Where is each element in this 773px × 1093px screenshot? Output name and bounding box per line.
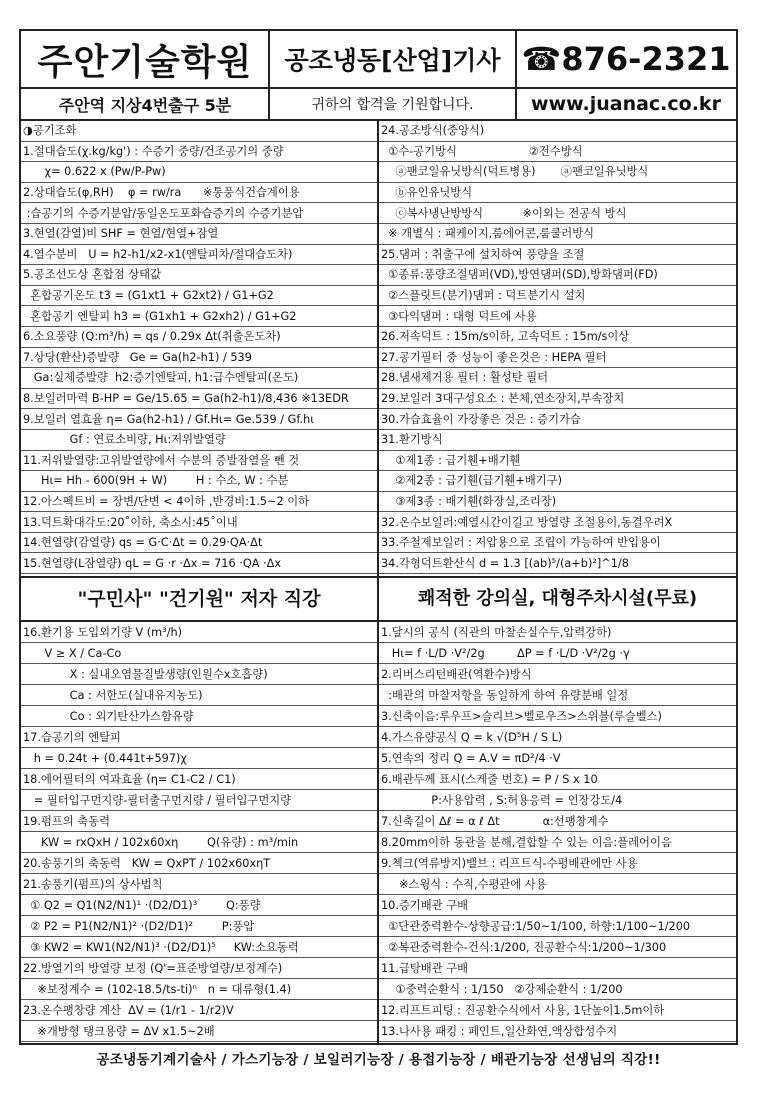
list-item: 12.리프트피팅 : 진공환수식에서 사용, 1단높이1.5m이하 (379, 1000, 736, 1021)
list-item: 5.공조선도상 혼합점 상태값 (21, 265, 377, 286)
list-item: 22.방열기의 방열량 보정 (Q'=표준방열량/보정계수) (21, 958, 377, 979)
list-item: ②복관중력환수-건식:1/200, 진공환수식:1/200~1/300 (379, 937, 736, 958)
list-item: 3.신축이음:루우프>슬리브>벨로우즈>스위블(루슬벨스) (379, 706, 736, 727)
list-item: 23.온수팽창량 계산 ΔV = (1/r1 - 1/r2)V (21, 1000, 377, 1021)
list-item: 30.가습효율이 가장좋은 것은 : 증기가습 (379, 409, 736, 430)
academy-name: 주안기술학원 (37, 41, 253, 83)
left-bottom-list (21, 622, 377, 1042)
list-item: 14.현열량(감열량) qs = G·C·Δt = 0.29·QA·Δt (21, 533, 377, 554)
list-item: 13.나사용 패킹 : 페인트,일산화연,액상합성수지 (379, 1021, 736, 1042)
list-item: ※보정계수 = (102-18.5/ts-ti)ⁿ n = 대류형(1.4) (21, 979, 377, 1000)
list-item: Ca : 서한도(실내유지농도) (21, 685, 377, 706)
header-motto-cell (269, 89, 516, 121)
list-item: ①단관중력환수-상향공급:1/50~1/100, 하향:1/100~1/200 (379, 916, 736, 937)
list-item: Co : 외기탄산가스함유량 (21, 706, 377, 727)
list-item: χ= 0.622 x (Pw/P-Pw) (21, 162, 377, 183)
list-item: 27.공기필터 중 성능이 좋은것은 : HEPA 필터 (379, 348, 736, 369)
location-text: 주안역 지상4번출구 5분 (58, 95, 232, 115)
list-item: ① Q2 = Q1(N2/N1)¹ ·(D2/D1)³ Q:풍량 (21, 895, 377, 916)
list-item: 12.아스펙트비 = 장변/단변 < 4이하 ,반경비:1.5~2 이하 (21, 492, 377, 513)
list-item: 4.가스유량공식 Q = k √(D⁵H / S L) (379, 727, 736, 748)
list-item: 9.보일러 열효율 η= Ga(h2-h1) / Gf.Hι= Ge.539 / Gf.hι (21, 409, 377, 430)
study-sheet (19, 29, 738, 1045)
list-item: Hι= Hh - 600(9H + W) H : 수소, W : 수분 (21, 471, 377, 492)
list-item: Hι= f ·L/D ·V²/2g ΔP = f ·L/D ·V²/2g ·γ (379, 643, 736, 664)
right-bottom-list (379, 622, 736, 1042)
list-item: 31.환기방식 (379, 430, 736, 451)
header-course-cell (269, 31, 516, 89)
list-item: 15.현열량(L잠열량) qL = G ·r ·Δx = 716 ·QA ·Δx (21, 553, 377, 574)
list-item: ①중력순환식 : 1/150 ②강제순환식 : 1/200 (379, 979, 736, 1000)
list-item: 32.온수보일러:예열시간이길고 방열량 조절용이,동결우려X (379, 512, 736, 533)
header-divider (268, 31, 270, 121)
list-item: ③다익댐퍼 : 대형 덕트에 사용 (379, 306, 736, 327)
list-item: 1.달시의 공식 (직관의 마찰손실수두,압력강하) (379, 622, 736, 643)
header-phone-cell (516, 31, 736, 89)
list-item: ※스윙식 : 수직,수평관에 사용 (379, 874, 736, 895)
header-divider (515, 31, 517, 121)
list-item: ⓒ복사냉난방방식 ※이외는 전공식 방식 (379, 203, 736, 224)
list-item: :배관의 마찰저항을 동일하게 하여 유량분배 일정 (379, 685, 736, 706)
list-item: ③ KW2 = KW1(N2/N1)³ ·(D2/D1)⁵ KW:소요동력 (21, 937, 377, 958)
list-item: 17.습공기의 엔탈피 (21, 727, 377, 748)
list-item: 9.첵크(역류방지)밸브 : 리프트식-수평배관에만 사용 (379, 853, 736, 874)
right-top-list (379, 121, 736, 574)
header-academy-cell (21, 31, 269, 89)
list-item: 19.펌프의 축동력 (21, 811, 377, 832)
list-item: 8.보일러마력 B-HP = Ge/15.65 = Ga(h2-h1)/8,436 ※13EDR (21, 389, 377, 410)
list-item: 34.각형덕트환산식 d = 1.3 [(ab)⁵/(a+b)²]^1/8 (379, 553, 736, 574)
left-top-list (21, 121, 377, 574)
list-item: 29.보일러 3대구성요소 : 본체,연소장치,부속장치 (379, 389, 736, 410)
list-item: 혼합공기 엔탈피 h3 = (G1xh1 + G2xh2) / G1+G2 (21, 306, 377, 327)
header-website-cell (516, 89, 736, 121)
list-item: = 필터입구먼지량-필터출구먼지량 / 필터입구먼지량 (21, 790, 377, 811)
list-item: 6.배관두께 표시(스케줄 번호) = P / S x 10 (379, 769, 736, 790)
footer-credits: 공조냉동기계기술사 / 가스기능장 / 보일러기능장 / 용접기능장 / 배관기능장 선생님의 직강!! (96, 1052, 661, 1068)
motto-text: 귀하의 합격을 기원합니다. (311, 97, 474, 113)
list-item: 11.급탕배관 구배 (379, 958, 736, 979)
list-item: ※ 개별식 : 패케이지,룸에어콘,룸쿨러방식 (379, 224, 736, 245)
list-item: 8.20mm이하 동관을 분해,결합할 수 있는 이음:플레어이음 (379, 832, 736, 853)
list-item: 16.환기용 도입외기량 V (m³/h) (21, 622, 377, 643)
list-item: ②스플릿트(분기)댐퍼 : 덕트분기시 설치 (379, 286, 736, 307)
list-item: ①제1종 : 급기휀+배기휀 (379, 451, 736, 472)
list-item: 33.주철제보일러 : 저압용으로 조립이 가능하여 반입용이 (379, 533, 736, 554)
list-item: ◑공기조화 (21, 121, 377, 142)
phone-number: ☎876-2321 (521, 40, 731, 78)
list-item: 7.상당(환산)증발량 Ge = Ga(h2-h1) / 539 (21, 348, 377, 369)
list-item: 6.소요풍량 (Q:m³/h) = qs / 0.29x Δt(취출온도차) (21, 327, 377, 348)
list-item: 2.리버스리턴배관(역환수)방식 (379, 664, 736, 685)
list-item: ⓐ팬코일유닛방식(덕트병용) ⓐ팬코일유닛방식 (379, 162, 736, 183)
course-name: 공조냉동[산업]기사 (284, 46, 501, 75)
list-item: 4.열수분비 U = h2-h1/x2-x1(엔탈피차/절대습도차) (21, 245, 377, 266)
list-item: P:사용압력 , S:허용응력 = 인장강도/4 (379, 790, 736, 811)
list-item: h = 0.24t + (0.441t+597)χ (21, 748, 377, 769)
banner-left: "구민사" "건기원" 저자 직강 (77, 588, 321, 610)
list-item: ①수-공기방식 ②전수방식 (379, 142, 736, 163)
list-item: 21.송풍기(펌프)의 상사법칙 (21, 874, 377, 895)
list-item: ※개방형 탱크용량 = ΔV x1.5~2배 (21, 1021, 377, 1042)
list-item: ②제2종 : 급기휀(급기휀+배기구) (379, 471, 736, 492)
list-item: ② P2 = P1(N2/N1)² ·(D2/D1)² P:풍압 (21, 916, 377, 937)
list-item: :습공기의 수증기분압/동일온도포화습증기의 수증기분압 (21, 203, 377, 224)
list-item: ③제3종 : 배기휀(화장실,조리장) (379, 492, 736, 513)
list-item: 혼합공기온도 t3 = (G1xt1 + G2xt2) / G1+G2 (21, 286, 377, 307)
list-item: 28.냄새제거용 필터 : 활성탄 필터 (379, 368, 736, 389)
list-item: 5.연속의 정리 Q = A.V = πD²/4 ·V (379, 748, 736, 769)
list-item: 10.증기배관 구배 (379, 895, 736, 916)
list-item: 1.절대습도(χ.kg/kg') : 수증기 중량/건조공기의 중량 (21, 142, 377, 163)
banner-right: 쾌적한 강의실, 대형주차시설(무료) (417, 588, 698, 609)
list-item: ①종류:풍량조절댐퍼(VD),방연댐퍼(SD),방화댐퍼(FD) (379, 265, 736, 286)
list-item: 25.댐퍼 : 취출구에 설치하여 풍량을 조절 (379, 245, 736, 266)
header-location-cell (21, 89, 269, 121)
list-item: 7.신축길이 Δℓ = α ℓ Δt α:선팽창계수 (379, 811, 736, 832)
list-item: V ≥ X / Ca-Co (21, 643, 377, 664)
list-item: Ga:실제증발량 h2:증기엔탈피, h1:급수엔탈피(온도) (21, 368, 377, 389)
list-item: 18.에어필터의 여과효율 (η= C1-C2 / C1) (21, 769, 377, 790)
list-item: 26.저속덕트 : 15m/s이하, 고속덕트 : 15m/s이상 (379, 327, 736, 348)
list-item: 24.공조방식(중앙식) (379, 121, 736, 142)
list-item: ⓑ유인유닛방식 (379, 183, 736, 204)
list-item: 13.덕트확대각도:20˚이하, 축소시:45˚이내 (21, 512, 377, 533)
list-item: Gf : 연료소비량, Hι:저위발열량 (21, 430, 377, 451)
list-item: X : 실내오염물질발생량(인원수x호흡량) (21, 664, 377, 685)
list-item: 2.상대습도(φ,RH) φ = rw/ra ※통풍식건습계이용 (21, 183, 377, 204)
list-item: 20.송풍기의 축동력 KW = QxPT / 102x60xηT (21, 853, 377, 874)
list-item: 3.현열(감열)비 SHF = 현열/현열+잠열 (21, 224, 377, 245)
website-text: www.juanac.co.kr (531, 93, 721, 115)
list-item: 11.저위발열량:고위발열량에서 수분의 증발잠열을 뺀 것 (21, 451, 377, 472)
list-item: KW = rxQxH / 102x60xη Q(유량) : m³/min (21, 832, 377, 853)
